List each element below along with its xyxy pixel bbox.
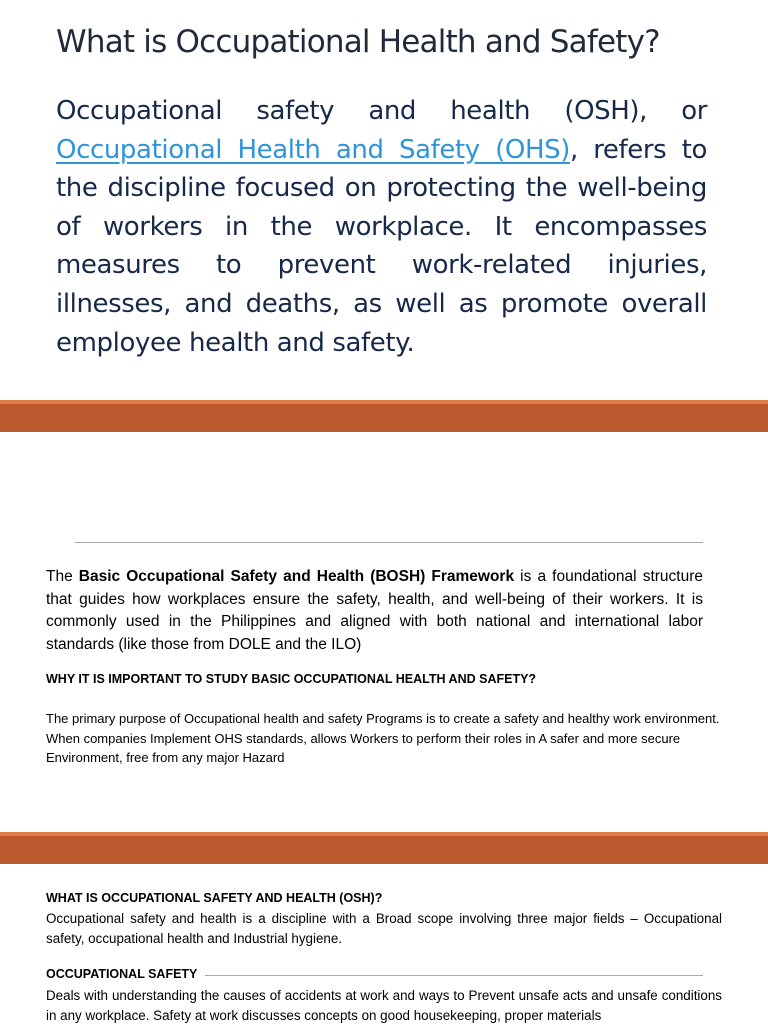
bosh-framework-term: Basic Occupational Safety and Health (BOSH) Framework — [78, 568, 515, 585]
osh-heading: WHAT IS OCCUPATIONAL SAFETY AND HEALTH (OSH)? — [46, 891, 383, 905]
heading-rule — [205, 975, 703, 976]
bosh-paragraph — [46, 566, 703, 656]
osh-paragraph: Occupational safety and health is a discipline with a Broad scope involving three major fields – Occupational safety, occupational health and Industrial hygiene. — [46, 911, 722, 946]
why-heading: WHY IT IS IMPORTANT TO STUDY BASIC OCCUPATIONAL HEALTH AND SAFETY? — [46, 672, 537, 686]
occupational-safety-paragraph: Deals with understanding the causes of accidents at work and ways to Prevent unsafe acts and unsafe conditions in any workplace. Safety at work discusses concepts on good housekeeping, proper materials — [46, 988, 722, 1023]
horizontal-rule — [75, 542, 703, 543]
slide-intro-paragraph — [56, 92, 707, 362]
slide — [0, 0, 768, 400]
bosh-lead: The — [46, 568, 79, 585]
why-paragraph: The primary purpose of Occupational health and safety Programs is to create a safety and healthy work environment. When companies Implement OHS standards, allows Workers to perform their roles in A safer and more secure Environment, free from any major Hazard — [46, 711, 720, 765]
ohs-link[interactable]: Occupational Health and Safety (OHS) — [56, 134, 570, 165]
intro-text-before-link: Occupational safety and health (OSH), or — [56, 96, 707, 126]
bosh-description: is a foundational structure that guides how workplaces ensure the safety, health, and well-being of their workers. It is commonly used in the Philippines and aligned with both national and international labor standards (like those from DOLE and the ILO) — [46, 568, 703, 653]
divider-band-top — [0, 400, 768, 432]
occupational-safety-heading: OCCUPATIONAL SAFETY — [46, 967, 198, 981]
intro-text-after-link: , refers to the discipline focused on protecting the well-being of workers in the workplace. It encompasses measures to prevent work-related injuries, illnesses, and deaths, as well as promote overall employee health and safety. — [56, 134, 707, 358]
slide-title: What is Occupational Health and Safety? — [56, 24, 660, 60]
divider-band-bottom — [0, 832, 768, 864]
